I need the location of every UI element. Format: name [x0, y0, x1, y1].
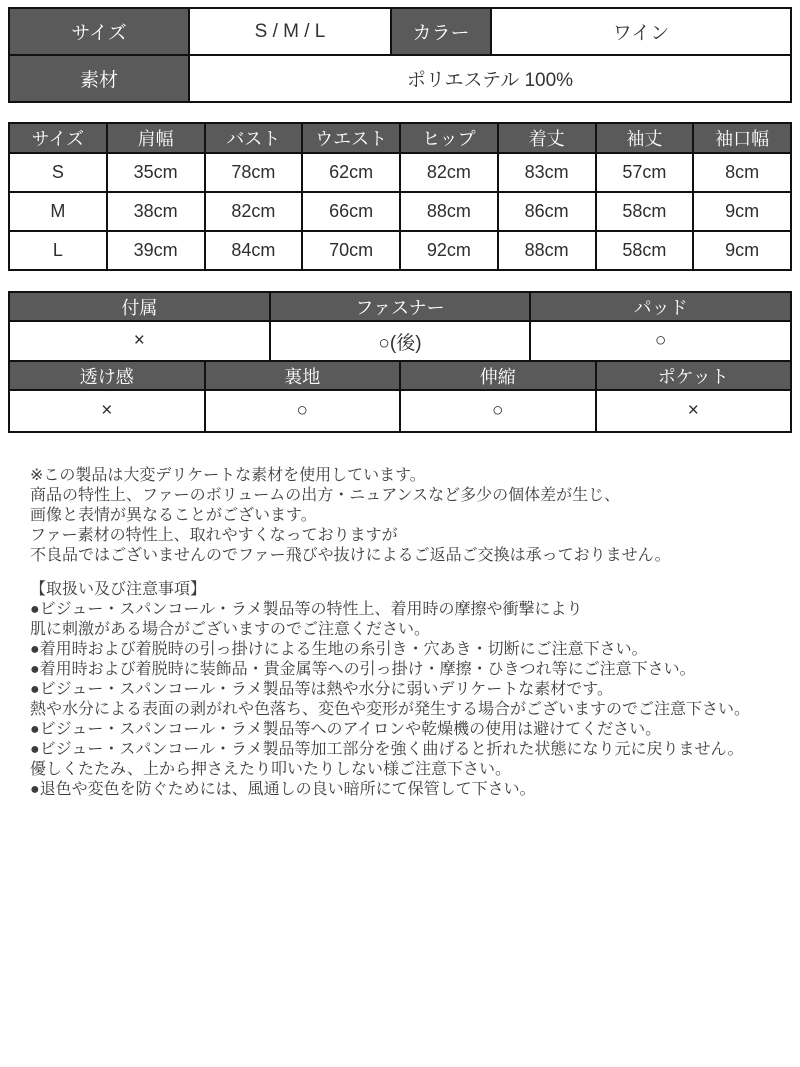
cell: 58cm — [596, 231, 694, 270]
cell: 39cm — [107, 231, 205, 270]
measurements-header-row — [9, 123, 791, 153]
accessory-value: × — [9, 321, 270, 361]
cell: 83cm — [498, 153, 596, 192]
fastener-value: ○(後) — [270, 321, 531, 361]
handling-line: 熱や水分による表面の剥がれや色落ち、変色や変形が発生する場合がございますのでご注意下さい。 — [30, 701, 751, 718]
col-header-bust: バスト — [205, 123, 303, 153]
note-line: ファー素材の特性上、取れやすくなっておりますが — [30, 527, 398, 544]
cell: 84cm — [205, 231, 303, 270]
table-row-l — [9, 231, 791, 270]
features1-value-row — [9, 321, 791, 361]
material-value-cell: ポリエステル 100% — [189, 55, 791, 102]
pocket-value: × — [596, 390, 792, 432]
handling-line: 優しくたたみ、上から押さえたり叩いたりしない様ご注意下さい。 — [30, 761, 511, 778]
sheer-value: × — [9, 390, 205, 432]
cell: 92cm — [400, 231, 498, 270]
handling-line: ●ビジュー・スパンコール・ラメ製品等へのアイロンや乾燥機の使用は避けてください。 — [30, 721, 662, 738]
handling-line: ●ビジュー・スパンコール・ラメ製品等の特性上、着用時の摩擦や衝撃により — [30, 601, 583, 618]
col-header-shoulder: 肩幅 — [107, 123, 205, 153]
features-table-1 — [8, 291, 792, 362]
handling-line: ●ビジュー・スパンコール・ラメ製品等加工部分を強く曲げると折れた状態になり元に戻りません。 — [30, 741, 744, 758]
col-header-hip: ヒップ — [400, 123, 498, 153]
cell: M — [9, 192, 107, 231]
lining-value: ○ — [205, 390, 401, 432]
material-label-cell: 素材 — [9, 55, 189, 102]
cell: 82cm — [400, 153, 498, 192]
col-header-pocket: ポケット — [596, 361, 792, 390]
col-header-size: サイズ — [9, 123, 107, 153]
stretch-value: ○ — [400, 390, 596, 432]
color-value-cell: ワイン — [491, 8, 791, 55]
col-header-stretch: 伸縮 — [400, 361, 596, 390]
col-header-waist: ウエスト — [302, 123, 400, 153]
cell: 70cm — [302, 231, 400, 270]
cell: 9cm — [693, 231, 791, 270]
cell: L — [9, 231, 107, 270]
handling-section — [30, 580, 792, 800]
cell: 8cm — [693, 153, 791, 192]
cell: 58cm — [596, 192, 694, 231]
note-line: 画像と表情が異なることがございます。 — [30, 507, 317, 524]
col-header-sheer: 透け感 — [9, 361, 205, 390]
col-header-lining: 裏地 — [205, 361, 401, 390]
col-header-sleeve: 袖丈 — [596, 123, 694, 153]
cell: 86cm — [498, 192, 596, 231]
table-row-m — [9, 192, 791, 231]
col-header-pad: パッド — [530, 292, 791, 321]
handling-line: ●ビジュー・スパンコール・ラメ製品等は熱や水分に弱いデリケートな素材です。 — [30, 681, 613, 698]
handling-line: ●退色や変色を防ぐためには、風通しの良い暗所にて保管して下さい。 — [30, 781, 536, 798]
cell: 66cm — [302, 192, 400, 231]
handling-line: ●着用時および着脱時の引っ掛けによる生地の糸引き・穴あき・切断にご注意下さい。 — [30, 641, 648, 658]
cell: 38cm — [107, 192, 205, 231]
features2-header-row — [9, 361, 791, 390]
note-line: 不良品ではございませんのでファー飛びや抜けによるご返品ご交換は承っておりません。 — [30, 547, 671, 564]
cell: 62cm — [302, 153, 400, 192]
cell: 82cm — [205, 192, 303, 231]
cell: S — [9, 153, 107, 192]
note-line: 商品の特性上、ファーのボリュームの出方・ニュアンスなど多少の個体差が生じ、 — [30, 487, 621, 504]
cell: 9cm — [693, 192, 791, 231]
handling-title: 【取扱い及び注意事項】 — [30, 581, 207, 598]
product-info-table — [8, 7, 792, 103]
features2-value-row — [9, 390, 791, 432]
size-label-cell: サイズ — [9, 8, 189, 55]
handling-line: 肌に刺激がある場合がございますのでご注意ください。 — [30, 621, 431, 638]
cell: 57cm — [596, 153, 694, 192]
info-row-size-color — [9, 8, 791, 55]
col-header-cuff: 袖口幅 — [693, 123, 791, 153]
cell: 35cm — [107, 153, 205, 192]
size-value-cell: S / M / L — [189, 8, 391, 55]
note-line: ※この製品は大変デリケートな素材を使用しています。 — [30, 467, 426, 484]
col-header-fastener: ファスナー — [270, 292, 531, 321]
measurements-table — [8, 122, 792, 271]
material-note — [30, 466, 792, 800]
features-table-2 — [8, 360, 792, 433]
cell: 78cm — [205, 153, 303, 192]
pad-value: ○ — [530, 321, 791, 361]
table-row-s — [9, 153, 791, 192]
col-header-accessory: 付属 — [9, 292, 270, 321]
features1-header-row — [9, 292, 791, 321]
color-label-cell: カラー — [391, 8, 491, 55]
col-header-length: 着丈 — [498, 123, 596, 153]
cell: 88cm — [400, 192, 498, 231]
info-row-material — [9, 55, 791, 102]
cell: 88cm — [498, 231, 596, 270]
handling-line: ●着用時および着脱時に装飾品・貴金属等への引っ掛け・摩擦・ひきつれ等にご注意下さい。 — [30, 661, 696, 678]
